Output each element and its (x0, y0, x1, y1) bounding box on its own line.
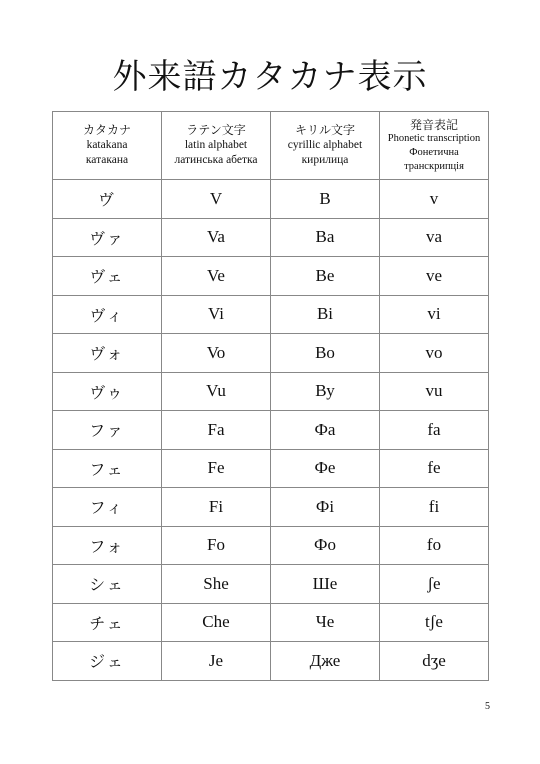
table-row (53, 526, 489, 565)
cell-katakana: フィ (53, 488, 162, 527)
header-latin-en: latin alphabet (184, 139, 248, 151)
table-row (53, 295, 489, 334)
cell-katakana: ファ (53, 411, 162, 450)
cell-latin: Vu (162, 372, 271, 411)
header-cyrillic (271, 112, 380, 180)
cell-cyrillic: Фо (271, 526, 380, 565)
cell-phonetic: tʃe (380, 603, 489, 642)
cell-phonetic: vu (380, 372, 489, 411)
table-row (53, 218, 489, 257)
header-katakana (53, 112, 162, 180)
page-number: 5 (485, 701, 490, 712)
cell-latin: Fa (162, 411, 271, 450)
cell-latin: She (162, 565, 271, 604)
table-row (53, 257, 489, 296)
cell-phonetic: vo (380, 334, 489, 373)
table-row (53, 180, 489, 219)
table-row (53, 603, 489, 642)
cell-cyrillic: Дже (271, 642, 380, 681)
header-cyrillic-en: cyrillic alphabet (287, 139, 363, 151)
cell-katakana: フェ (53, 449, 162, 488)
header-latin-jp: ラテン文字 (186, 123, 246, 137)
cell-latin: Che (162, 603, 271, 642)
cell-katakana: ヴ (53, 180, 162, 219)
cell-phonetic: fa (380, 411, 489, 450)
cell-katakana: シェ (53, 565, 162, 604)
header-cyrillic-jp: キリル文字 (294, 123, 355, 137)
table-row (53, 642, 489, 681)
cell-phonetic: vi (380, 295, 489, 334)
table-row (53, 565, 489, 604)
cell-phonetic: ve (380, 257, 489, 296)
cell-katakana: ヴィ (53, 295, 162, 334)
cell-phonetic: v (380, 180, 489, 219)
cell-phonetic: dʒe (380, 642, 489, 681)
header-phonetic-uk-2: транскрипція (404, 160, 464, 172)
cell-katakana: チェ (53, 603, 162, 642)
header-latin-uk: латинська абетка (174, 154, 258, 166)
table-row (53, 372, 489, 411)
cell-latin: Ve (162, 257, 271, 296)
cell-phonetic: ʃe (380, 565, 489, 604)
header-phonetic-en: Phonetic transcription (387, 132, 481, 144)
header-cyrillic-uk: кирилица (301, 154, 349, 166)
cell-cyrillic: Ше (271, 565, 380, 604)
katakana-table (52, 111, 489, 681)
cell-katakana: ジェ (53, 642, 162, 681)
cell-latin: Va (162, 218, 271, 257)
cell-latin: V (162, 180, 271, 219)
header-katakana-jp: カタカナ (82, 123, 131, 137)
cell-cyrillic: Фі (271, 488, 380, 527)
cell-cyrillic: Ве (271, 257, 380, 296)
header-phonetic-jp: 発音表記 (409, 117, 458, 132)
cell-cyrillic: В (271, 180, 380, 219)
cell-katakana: ヴゥ (53, 372, 162, 411)
cell-cyrillic: Че (271, 603, 380, 642)
cell-katakana: ヴォ (53, 334, 162, 373)
table-row (53, 334, 489, 373)
cell-cyrillic: Во (271, 334, 380, 373)
cell-katakana: ヴァ (53, 218, 162, 257)
header-katakana-en: katakana (86, 139, 128, 151)
table-row (53, 411, 489, 450)
cell-latin: Fe (162, 449, 271, 488)
cell-cyrillic: Фе (271, 449, 380, 488)
page-title: 外来語カタカナ表示 (112, 57, 428, 97)
table-row (53, 449, 489, 488)
table-header-row (53, 112, 489, 180)
cell-latin: Fo (162, 526, 271, 565)
cell-phonetic: va (380, 218, 489, 257)
cell-latin: Vo (162, 334, 271, 373)
cell-latin: Je (162, 642, 271, 681)
cell-latin: Vi (162, 295, 271, 334)
cell-latin: Fi (162, 488, 271, 527)
table-row (53, 488, 489, 527)
cell-cyrillic: Ву (271, 372, 380, 411)
cell-phonetic: fo (380, 526, 489, 565)
cell-phonetic: fi (380, 488, 489, 527)
cell-phonetic: fe (380, 449, 489, 488)
cell-cyrillic: Фа (271, 411, 380, 450)
table-body (53, 180, 489, 681)
cell-cyrillic: Ві (271, 295, 380, 334)
header-latin (162, 112, 271, 180)
cell-cyrillic: Ва (271, 218, 380, 257)
header-phonetic-uk-1: Фонетична (409, 146, 459, 158)
header-katakana-uk: катакана (85, 154, 129, 166)
cell-katakana: フォ (53, 526, 162, 565)
header-phonetic (380, 112, 489, 180)
cell-katakana: ヴェ (53, 257, 162, 296)
